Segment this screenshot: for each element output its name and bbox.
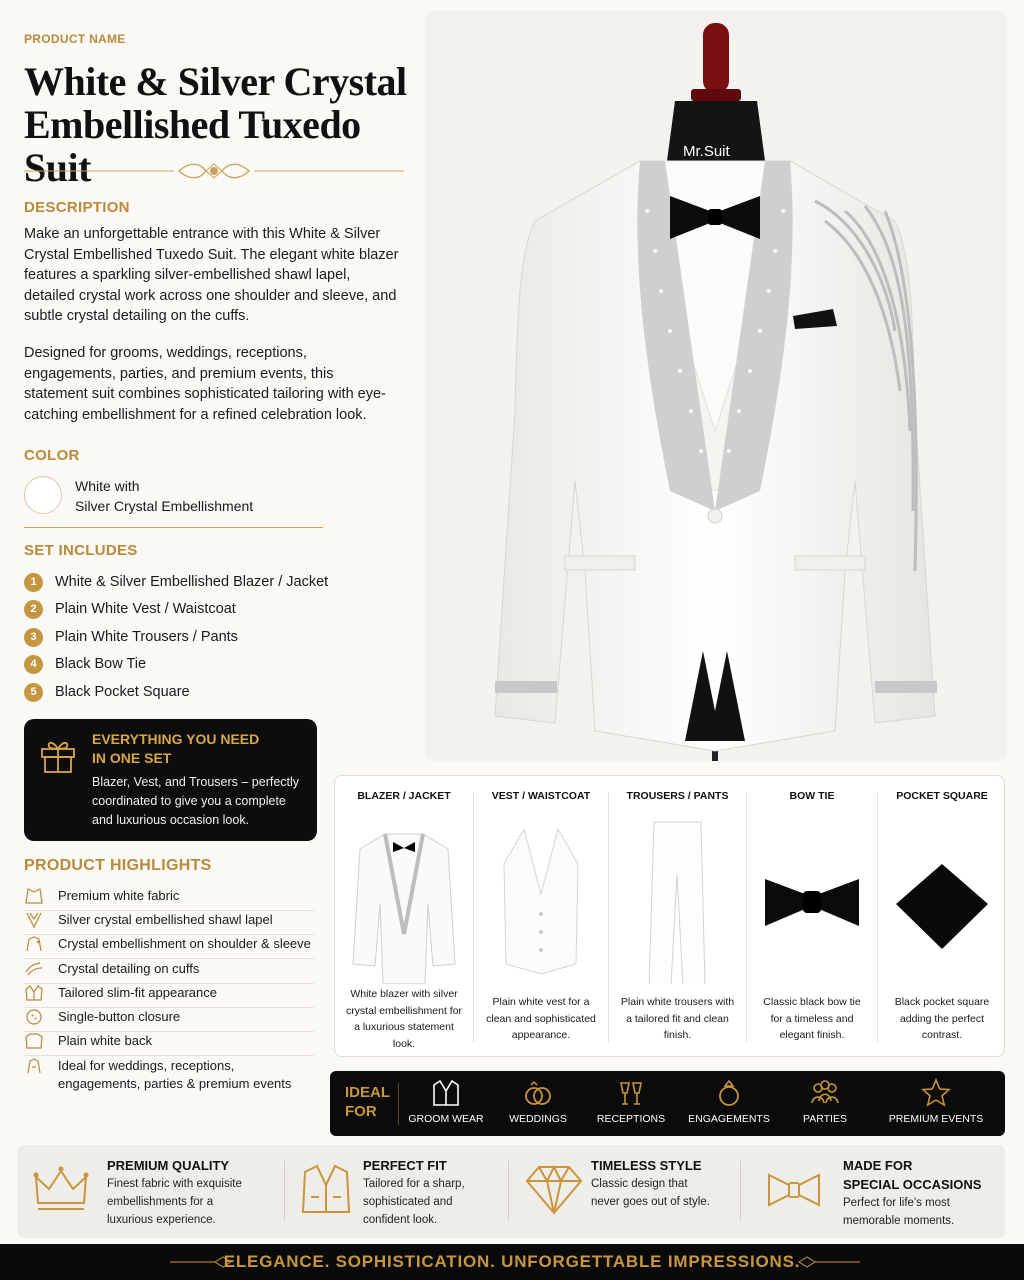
ideal-item-parties bbox=[782, 1071, 868, 1136]
piece-caption: Plain white trousers with a tailored fit and clean finish. bbox=[620, 996, 735, 1041]
piece-bow-tie bbox=[747, 776, 877, 1058]
piece-blazer bbox=[335, 776, 473, 1058]
ideal-for-label bbox=[345, 1083, 390, 1121]
pocket-square-thumbnail bbox=[878, 814, 1006, 984]
everything-body: Blazer, Vest, and Trousers – perfectly coordinated to give you a complete and luxurious occasion look. bbox=[92, 775, 300, 827]
footer-ornament-right-icon bbox=[795, 1254, 860, 1270]
feature-body: Classic design that never goes out of style. bbox=[591, 1178, 710, 1208]
vest-thumbnail bbox=[474, 814, 608, 984]
ideal-item-engagements bbox=[680, 1071, 778, 1136]
footer-banner bbox=[0, 1244, 1024, 1280]
everything-in-one-set-banner bbox=[24, 719, 317, 841]
color-value bbox=[75, 476, 253, 516]
ideal-item-label: RECEPTIONS bbox=[596, 1113, 666, 1125]
title-line-2: Embellished Tuxedo Suit bbox=[24, 102, 361, 190]
feature-title-line-1: MADE FOR bbox=[843, 1158, 913, 1173]
product-highlights-label: PRODUCT HIGHLIGHTS bbox=[24, 857, 212, 874]
ideal-label-line-1: IDEAL bbox=[345, 1084, 390, 1101]
highlight-label: Ideal for weddings, receptions, engagements, parties & premium events bbox=[58, 1058, 292, 1091]
ring-icon bbox=[713, 1077, 745, 1109]
ideal-divider bbox=[398, 1083, 399, 1125]
ideal-item-groom-wear bbox=[402, 1071, 490, 1136]
lapel-icon bbox=[24, 911, 44, 929]
feature-title: TIMELESS STYLE bbox=[591, 1158, 702, 1173]
highlight-item bbox=[24, 911, 314, 935]
highlight-label: Crystal detailing on cuffs bbox=[58, 961, 200, 976]
piece-vest bbox=[474, 776, 608, 1058]
tuxedo-mannequin-illustration bbox=[425, 11, 1007, 761]
highlight-item bbox=[24, 1032, 314, 1056]
everything-title-line-2: IN ONE SET bbox=[92, 750, 172, 766]
blazer-thumbnail bbox=[335, 814, 473, 984]
color-line-2: Silver Crystal Embellishment bbox=[75, 498, 254, 514]
color-swatch bbox=[24, 476, 62, 514]
features-strip bbox=[18, 1145, 1005, 1238]
description-label: DESCRIPTION bbox=[24, 199, 130, 216]
set-item-number: 5 bbox=[24, 683, 43, 702]
ideal-item-label: ENGAGEMENTS bbox=[688, 1113, 770, 1125]
feature-body: Perfect for life's most memorable moments. bbox=[843, 1197, 955, 1227]
ideal-label-line-2: FOR bbox=[345, 1103, 377, 1120]
brand-tag: Mr.Suit bbox=[683, 143, 730, 160]
bow-tie-thumbnail bbox=[747, 814, 877, 984]
feature-title: PREMIUM QUALITY bbox=[107, 1158, 230, 1173]
piece-caption: White blazer with silver crystal embellishment for a luxurious statement look. bbox=[345, 988, 463, 1050]
piece-title: TROUSERS / PANTS bbox=[626, 790, 729, 802]
color-line-1: White with bbox=[75, 478, 140, 494]
footer-tagline: ELEGANCE. SOPHISTICATION. UNFORGETTABLE IMPRESSIONS. bbox=[223, 1252, 801, 1271]
piece-title: BOW TIE bbox=[789, 790, 835, 802]
feature-title: PERFECT FIT bbox=[363, 1158, 447, 1173]
ideal-item-label: PARTIES bbox=[803, 1113, 847, 1125]
piece-title: BLAZER / JACKET bbox=[357, 790, 451, 802]
feature-body: Tailored for a sharp, sophisticated and confident look. bbox=[363, 1178, 465, 1226]
ideal-item-weddings bbox=[496, 1071, 580, 1136]
ideal-item-label: WEDDINGS bbox=[509, 1113, 567, 1125]
set-item-number: 3 bbox=[24, 628, 43, 647]
highlight-item bbox=[24, 1057, 314, 1098]
set-item-label: Plain White Trousers / Pants bbox=[55, 629, 238, 645]
set-item bbox=[24, 626, 238, 648]
piece-caption: Plain white vest for a clean and sophisticated appearance. bbox=[486, 996, 596, 1041]
hero-product-image bbox=[425, 11, 1007, 761]
ideal-item-premium-events bbox=[878, 1071, 994, 1136]
gift-icon bbox=[38, 735, 78, 775]
description-paragraph-1: Make an unforgettable entrance with this White & Silver Crystal Embellished Tuxedo Suit. The elegant white blazer features a sparkling silver-embellished shawl lapel, detailed crystal work across one shoulder and sleeve, and subtle crystal detailing on the cuffs. bbox=[24, 226, 399, 324]
trousers-thumbnail bbox=[609, 814, 746, 984]
feature-special-occasions bbox=[741, 1145, 1005, 1238]
ornament-divider-icon bbox=[24, 158, 404, 184]
glasses-icon bbox=[615, 1077, 647, 1109]
piece-title: VEST / WAISTCOAT bbox=[491, 790, 591, 802]
set-item-label: White & Silver Embellished Blazer / Jacket bbox=[55, 574, 329, 590]
piece-title: POCKET SQUARE bbox=[896, 790, 988, 802]
highlight-item bbox=[24, 887, 314, 911]
feature-body: Finest fabric with exquisite embellishments for a luxurious experience. bbox=[107, 1178, 242, 1226]
highlight-item bbox=[24, 1008, 314, 1032]
back-icon bbox=[24, 1032, 44, 1050]
set-item-label: Plain White Vest / Waistcoat bbox=[55, 601, 236, 617]
ideal-item-label: GROOM WEAR bbox=[408, 1113, 484, 1125]
piece-caption: Black pocket square adding the perfect contrast. bbox=[894, 996, 990, 1041]
highlight-label: Premium white fabric bbox=[58, 888, 180, 903]
piece-pocket-square bbox=[878, 776, 1006, 1058]
groom-icon bbox=[430, 1077, 462, 1109]
highlight-label: Single-button closure bbox=[58, 1009, 181, 1024]
set-item bbox=[24, 571, 328, 593]
feature-premium-quality bbox=[18, 1145, 298, 1238]
feature-title bbox=[843, 1156, 981, 1194]
people-icon bbox=[809, 1077, 841, 1109]
highlight-item bbox=[24, 935, 314, 959]
jacket-fit-icon bbox=[24, 984, 44, 1002]
highlight-label: Crystal embellishment on shoulder & sleeve bbox=[58, 936, 311, 951]
highlight-item bbox=[24, 984, 314, 1008]
jacket-icon bbox=[297, 1163, 355, 1215]
cuff-icon bbox=[24, 960, 44, 978]
event-icon bbox=[24, 1057, 44, 1075]
highlight-item bbox=[24, 960, 314, 984]
bowtie-icon bbox=[765, 1163, 823, 1215]
title-line-1: White & Silver Crystal bbox=[24, 59, 407, 104]
star-icon bbox=[920, 1077, 952, 1109]
set-item bbox=[24, 653, 146, 675]
everything-title-line-1: EVERYTHING YOU NEED bbox=[92, 731, 260, 747]
set-item-number: 1 bbox=[24, 573, 43, 592]
ideal-item-receptions bbox=[586, 1071, 676, 1136]
feature-title-line-2: SPECIAL OCCASIONS bbox=[843, 1177, 982, 1192]
set-item-label: Black Pocket Square bbox=[55, 684, 190, 700]
ideal-item-label: PREMIUM EVENTS bbox=[888, 1113, 984, 1125]
description-paragraph-2: Designed for grooms, weddings, receptions, engagements, parties, and premium events, this statement suit combines sophisticated tailoring with eye-catching embellishment for a refined celebration look. bbox=[24, 345, 386, 423]
set-pieces-panel bbox=[334, 775, 1005, 1057]
feature-perfect-fit bbox=[285, 1145, 520, 1238]
rings-icon bbox=[522, 1077, 554, 1109]
set-item-label: Black Bow Tie bbox=[55, 656, 147, 672]
product-name-label: PRODUCT NAME bbox=[24, 32, 126, 46]
crown-icon bbox=[32, 1163, 90, 1215]
piece-caption: Classic black bow tie for a timeless and elegant finish. bbox=[763, 996, 861, 1041]
fabric-icon bbox=[24, 887, 44, 905]
piece-trousers bbox=[609, 776, 746, 1058]
set-includes-label: SET INCLUDES bbox=[24, 542, 138, 559]
shoulder-icon bbox=[24, 935, 44, 953]
highlight-label: Plain white back bbox=[58, 1033, 152, 1048]
diamond-icon bbox=[525, 1163, 583, 1215]
everything-title bbox=[92, 730, 302, 768]
set-item bbox=[24, 681, 190, 703]
highlight-label: Silver crystal embellished shawl lapel bbox=[58, 912, 273, 927]
set-item bbox=[24, 598, 236, 620]
set-item-number: 4 bbox=[24, 655, 43, 674]
ideal-for-bar bbox=[330, 1071, 1005, 1136]
feature-timeless-style bbox=[509, 1145, 749, 1238]
color-label: COLOR bbox=[24, 447, 80, 464]
section-divider bbox=[24, 527, 323, 528]
highlight-label: Tailored slim-fit appearance bbox=[58, 985, 217, 1000]
button-icon bbox=[24, 1008, 44, 1026]
set-item-number: 2 bbox=[24, 600, 43, 619]
